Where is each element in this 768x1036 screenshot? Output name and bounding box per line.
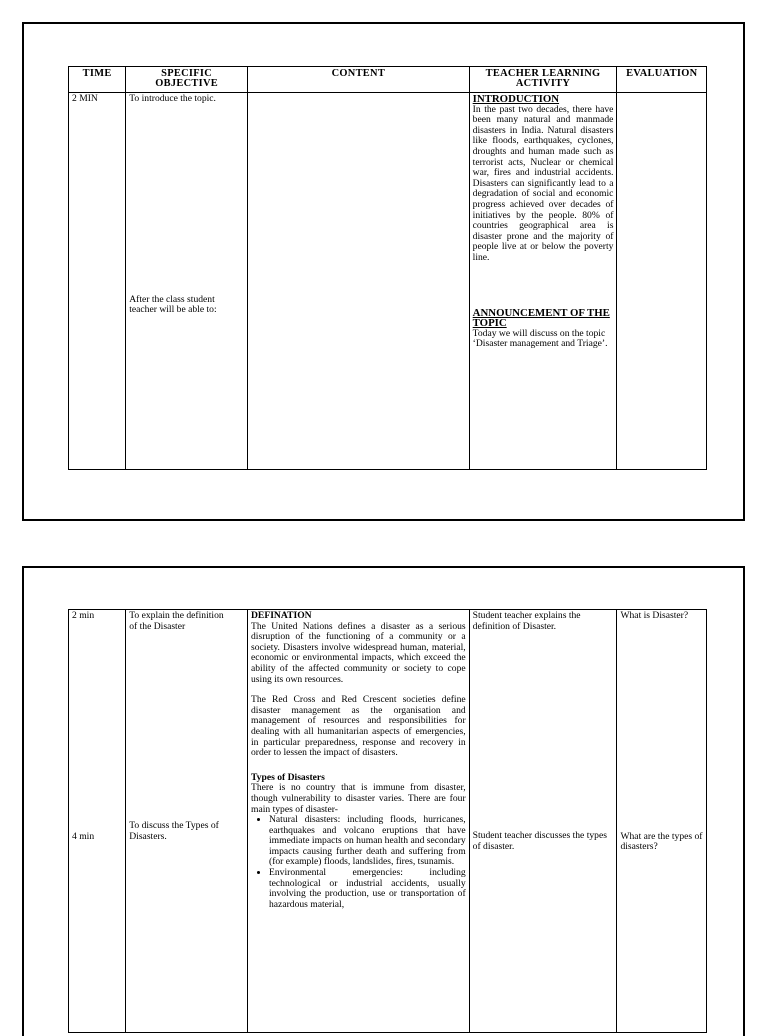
activity-cell (469, 93, 617, 470)
lesson-plan-page-2 (22, 566, 745, 1036)
evaluation-text: What is Disaster? (620, 610, 689, 621)
header-evaluation: EVALUATION (617, 67, 707, 93)
evaluation-cell (617, 93, 707, 470)
announcement-heading: ANNOUNCEMENT OF THE TOPIC (472, 306, 610, 330)
time-cell (69, 93, 126, 470)
time-value: 2 MIN (72, 93, 98, 104)
introduction-heading: INTRODUCTION (472, 93, 560, 105)
definition-text: The United Nations defines a disaster as a serious disruption of the functioning of a community or a society. Disasters involve widespread human, material, economic or environmental impacts, which exceed the ability of the affected community or society to cope using its own resources. (251, 620, 466, 685)
list-item: • Natural disasters: including floods, hurricanes, earthquakes and volcano eruptions that have immediate impacts on human health and secondary impacts causing further death and suffering from (for example) floods, landslides, fires, tsunamis. (269, 815, 466, 868)
announcement-text: Today we will discuss on the topic ‘Disaster management and Triage’. (472, 327, 608, 350)
header-teacher-learning-activity: TEACHER LEARNING ACTIVITY (469, 67, 617, 93)
table-row (69, 610, 707, 1033)
table-row (69, 93, 707, 470)
types-list (251, 815, 466, 910)
activity-text: Student teacher explains the definition of Disaster. (472, 610, 581, 632)
objective-text: After the class student teacher will be able to: (129, 293, 217, 316)
types-text: There is no country that is immune from disaster, though vulnerability to disaster varies. There are four main types of disaster- (251, 782, 466, 815)
time-value: 4 min (72, 830, 95, 842)
header-content: CONTENT (248, 67, 470, 93)
objective-text: To discuss the Types of Disasters. (129, 820, 219, 842)
objective-cell (126, 93, 248, 470)
list-item: • Environmental emergencies: including technological or industrial accidents, usually involving the production, use or transportation of hazardous material, (269, 868, 466, 910)
activity-cell (469, 610, 617, 1033)
objective-cell (126, 610, 248, 1033)
evaluation-cell (617, 610, 707, 1033)
lesson-plan-table-1 (68, 66, 707, 470)
content-cell (248, 610, 470, 1033)
evaluation-text: What are the types of disasters? (620, 830, 703, 853)
definition-text: The Red Cross and Red Crescent societies define disaster management as the organisation and management of resources and responsibilities for dealing with all humanitarian aspects of emergencies, in particular preparedness, response and recovery in order to lessen the impact of disasters. (251, 694, 466, 759)
objective-text: To explain the definition of the Disaster (129, 610, 224, 632)
header-specific-objective: SPECIFIC OBJECTIVE (126, 67, 248, 93)
types-heading: Types of Disasters (251, 771, 325, 783)
introduction-text: In the past two decades, there have been many natural and manmade disasters in India. Natural disasters like floods, earthquakes, cyclones, droughts and human made such as terrorist acts, Nuclear or chemical war, fires and industrial accidents. Disasters can significantly lead to a degradation of social and economic progress achieved over decades of initiatives by the people. 80% of countries geographical area is disaster prone and the majority of people live at or below the poverty line. (472, 103, 614, 263)
lesson-plan-page-1 (22, 22, 745, 521)
objective-text: To introduce the topic. (129, 93, 216, 104)
activity-text: Student teacher discusses the types of disaster. (472, 830, 607, 852)
lesson-plan-table-2 (68, 609, 707, 1033)
definition-heading: DEFINATION (251, 610, 312, 621)
header-time: TIME (69, 67, 126, 93)
content-cell (248, 93, 470, 470)
time-cell (69, 610, 126, 1033)
table-header-row (69, 67, 707, 93)
time-value: 2 min (72, 610, 95, 621)
